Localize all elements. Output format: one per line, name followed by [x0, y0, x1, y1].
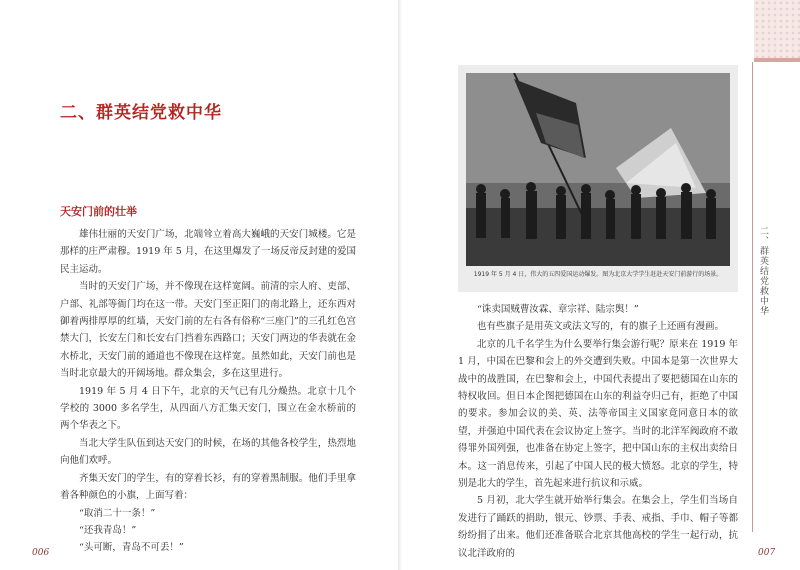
photo-caption: 1919 年 5 月 4 日，伟大的五四爱国运动爆发。图为北京大学学生赶赴天安门前游行的场景。: [473, 271, 723, 278]
paragraph: 当北大学生队伍到达天安门的时候，在场的其他各校学生，热烈地向他们欢呼。: [60, 437, 356, 467]
slogan: “诛卖国贼曹汝霖、章宗祥、陆宗舆！”: [477, 304, 639, 315]
running-header: 二、群英结党救中华: [758, 226, 768, 316]
left-body-text: [60, 226, 356, 557]
paragraph: 当时的天安门广场，并不像现在这样宽阔。前清的宗人府、吏部、户部、礼部等衙门均在这一带。天安门至正阳门的南北路上，还东西对御着两排厚厚的红墙，天安门前的左右各有俗称“三座门”的三孔红色宫禁大门，长安左门和长安右门挡着东西路口；天安门两边的华表就在金水桥北，天安门前的通道也不像现在这样宽。虽然如此，天安门前也是当时北京最大的开阔场地。群众集会，多在这里进行。: [60, 281, 356, 380]
may-fourth-photo: [466, 73, 730, 266]
corner-pattern-decoration: [754, 0, 800, 58]
paragraph: 齐集天安门的学生，有的穿着长衫，有的穿着黑制服。他们手里拿着各种颜色的小旗，上面写着：: [60, 472, 356, 502]
slogan: “头可断，青岛不可丢！”: [79, 542, 184, 554]
right-body-text: [458, 301, 738, 562]
paragraph: 5 月初，北大学生就开始举行集会。在集会上，学生们当场自发进行了踊跃的捐助，银元、钞票、手表、戒指、手巾、帽子等都纷纷捐了出来。他们还准备联合北京其他高校的学生一起行动，抗议北洋政府的: [458, 495, 738, 559]
chapter-title: 二、群英结党救中华: [60, 103, 222, 123]
page-number-left: 006: [32, 548, 50, 558]
slogan: “还我青岛！”: [79, 524, 137, 536]
paragraph: 北京的几千名学生为什么要举行集会游行呢？原来在 1919 年 1 月，中国在巴黎和会上的外交遭到失败。中国本是第一次世界大战中的战胜国，在巴黎和会上，中国代表提出了要把德国在山东的特权收回。但日本企图把德国在山东的利益夺归己有，拒绝了中国的要求。参加会议的美、英、法等帝国主义国家竟同意日本的欲望，并强迫中国代表在会议协定上签字。当时的北洋军阀政府不敢得罪外国列强，也准备在协定上签字，把中国山东的主权出卖给日本。这一消息传来，引起了中国人民的极大愤怒。北京的学生，特别是北大的学生，首先起来进行抗议和示威。: [458, 338, 738, 490]
paragraph: 1919 年 5 月 4 日下午，北京的天气已有几分燥热。北京十几个学校的 3000 多名学生，从四面八方汇集天安门，围立在金水桥前的两个华表之下。: [60, 385, 356, 432]
page-number-right: 007: [758, 548, 776, 558]
protest-scene-icon: [466, 73, 730, 266]
paragraph: 也有些旗子是用英文或法文写的，有的旗子上还画有漫画。: [477, 321, 725, 333]
left-page: [0, 0, 398, 570]
corner-stripe-decoration: [754, 58, 800, 62]
slogan: “取消二十一条！”: [79, 507, 156, 519]
paragraph: 雄伟壮丽的天安门广场，北端耸立着高大巍峨的天安门城楼。它是那样的庄严肃穆。1919 年 5 月，在这里爆发了一场反帝反封建的爱国民主运动。: [60, 229, 356, 275]
section-title: 天安门前的壮举: [60, 205, 137, 218]
historical-photo-frame: [458, 65, 738, 292]
margin-rule: [752, 62, 753, 532]
